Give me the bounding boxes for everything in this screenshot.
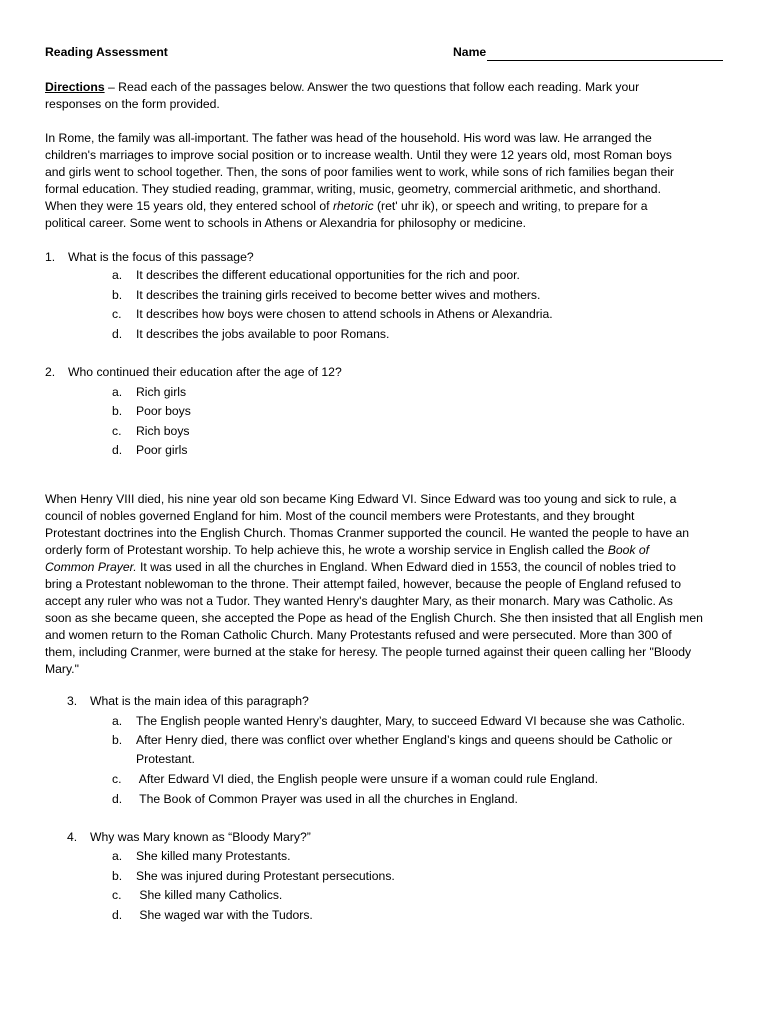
answer-option[interactable]: [112, 771, 598, 788]
option-letter: d.: [112, 443, 123, 457]
option-letter: a.: [112, 714, 123, 728]
answer-option[interactable]: [112, 306, 553, 323]
answer-option[interactable]: [112, 791, 518, 808]
passage1-italic-term: rhetoric: [332, 199, 374, 213]
answer-option[interactable]: [112, 326, 389, 343]
option-letter: d.: [112, 327, 123, 341]
option-letter: c.: [112, 307, 122, 321]
question-2: [45, 364, 342, 381]
question-number: 3.: [67, 694, 78, 708]
answer-option[interactable]: [112, 287, 540, 304]
page-title: Reading Assessment: [45, 45, 168, 59]
book-title-italic: Book of: [607, 543, 650, 557]
option-text: It describes the different educational opportunities for the rich and poor.: [136, 268, 520, 282]
option-letter: d.: [112, 792, 123, 806]
answer-option[interactable]: [112, 713, 685, 730]
passage1-line: and girls went to school together. Then, the sons of poor families went to work, while sons of rich families began their: [45, 165, 675, 179]
name-label: Name: [453, 45, 487, 59]
passage2-line: Protestant doctrines into the English Church. Thomas Cranmer supported the council. He wanted the people to have an: [45, 526, 690, 540]
question-3: [67, 693, 309, 710]
passage1-text: When they were 15 years old, they entered school of: [45, 199, 333, 213]
passage2-line: When Henry VIII died, his nine year old son became King Edward VI. Since Edward was too young and sick to rule, a: [45, 492, 677, 506]
option-text: It describes how boys were chosen to attend schools in Athens or Alexandria.: [136, 307, 553, 321]
passage2-text: orderly form of Protestant worship. To help achieve this, he wrote a worship service in English called the: [45, 543, 608, 557]
option-text: After Henry died, there was conflict over whether England’s kings and queens should be Catholic or: [136, 733, 673, 747]
answer-option[interactable]: [112, 442, 187, 459]
answer-option[interactable]: [112, 887, 282, 904]
passage1-text: (ret' uhr ik), or speech and writing, to prepare for a: [373, 199, 648, 213]
option-text: She waged war with the Tudors.: [136, 908, 313, 922]
option-text: She killed many Catholics.: [136, 888, 283, 902]
question-4: [67, 829, 311, 846]
option-text: The English people wanted Henry’s daughter, Mary, to succeed Edward VI because she was Catholic.: [136, 714, 685, 728]
option-text: Poor boys: [136, 404, 191, 418]
option-letter: b.: [112, 288, 123, 302]
passage1-line: formal education. They studied reading, grammar, writing, music, geometry, commercial arithmetic, and shorthand.: [45, 182, 661, 196]
option-letter: a.: [112, 849, 123, 863]
passage2-text: It was used in all the churches in England. When Edward died in 1553, the council of nobles tried to: [136, 560, 676, 574]
option-letter: a.: [112, 385, 123, 399]
option-letter: a.: [112, 268, 123, 282]
directions-line-1: [45, 79, 639, 96]
passage2-line: Mary.": [45, 662, 79, 676]
passage2-line: bring a Protestant noblewoman to the throne. Their attempt failed, however, because the people of England refused to: [45, 577, 681, 591]
passage2-line: soon as she became queen, she accepted the Pope as head of the English Church. She then insisted that all English men: [45, 611, 703, 625]
option-letter: c.: [112, 888, 122, 902]
passage2-line: them, including Cranmer, were burned at the stake for heresy. The people turned against their queen calling her "Bloody: [45, 645, 692, 659]
directions-line-2: responses on the form provided.: [45, 97, 220, 111]
answer-option[interactable]: [112, 907, 313, 924]
passage1-line: children's marriages to improve social position or to increase wealth. Until they were 12 years old, most Roman boys: [45, 148, 672, 162]
option-letter: b.: [112, 733, 123, 747]
option-text: Protestant.: [136, 752, 195, 766]
passage1-line: In Rome, the family was all-important. The father was head of the household. His word was law. He arranged the: [45, 131, 652, 145]
option-letter: c.: [112, 424, 122, 438]
answer-option[interactable]: [112, 423, 190, 440]
answer-option[interactable]: [112, 267, 520, 284]
option-text: She killed many Protestants.: [136, 849, 291, 863]
answer-option[interactable]: [112, 732, 672, 749]
option-letter: d.: [112, 908, 123, 922]
passage2-line: [45, 542, 649, 559]
question-number: 4.: [67, 830, 78, 844]
directions-text: – Read each of the passages below. Answer the two questions that follow each reading. Mark your: [104, 80, 640, 94]
option-text: It describes the jobs available to poor Romans.: [136, 327, 390, 341]
option-letter: b.: [112, 404, 123, 418]
answer-option[interactable]: [112, 384, 186, 401]
option-text: Rich boys: [136, 424, 190, 438]
option-letter: b.: [112, 869, 123, 883]
passage2-line: accept any ruler who was not a Tudor. They wanted Henry's daughter Mary, as their monarch. Mary was Catholic. As: [45, 594, 673, 608]
option-text: It describes the training girls received to become better wives and mothers.: [136, 288, 541, 302]
option-text: Rich girls: [136, 385, 187, 399]
option-text: Poor girls: [136, 443, 188, 457]
question-text: Why was Mary known as “Bloody Mary?”: [90, 830, 311, 844]
option-letter: c.: [112, 772, 122, 786]
passage2-line: [45, 559, 676, 576]
option-text: She was injured during Protestant persecutions.: [136, 869, 395, 883]
passage2-line: and women return to the Roman Catholic Church. Many Protestants refused and were persecuted. More than 300 of: [45, 628, 672, 642]
answer-option-continued: [112, 751, 195, 768]
passage1-line: [45, 198, 648, 215]
question-text: Who continued their education after the age of 12?: [68, 365, 342, 379]
question-number: 1.: [45, 250, 56, 264]
question-1: [45, 249, 254, 266]
directions-label: Directions: [45, 80, 105, 94]
question-number: 2.: [45, 365, 56, 379]
answer-option[interactable]: [112, 868, 395, 885]
book-title-italic: Common Prayer.: [45, 560, 137, 574]
question-text: What is the main idea of this paragraph?: [90, 694, 309, 708]
passage2-line: council of nobles governed England for him. Most of the council members were Protestants, and they brought: [45, 509, 635, 523]
question-text: What is the focus of this passage?: [68, 250, 254, 264]
answer-option[interactable]: [112, 848, 290, 865]
option-text: The Book of Common Prayer was used in all the churches in England.: [136, 792, 518, 806]
passage1-line: political career. Some went to schools in Athens or Alexandria for philosophy or medicine.: [45, 216, 526, 230]
answer-option[interactable]: [112, 403, 191, 420]
name-field-line[interactable]: [487, 60, 723, 61]
option-text: After Edward VI died, the English people were unsure if a woman could rule England.: [136, 772, 599, 786]
